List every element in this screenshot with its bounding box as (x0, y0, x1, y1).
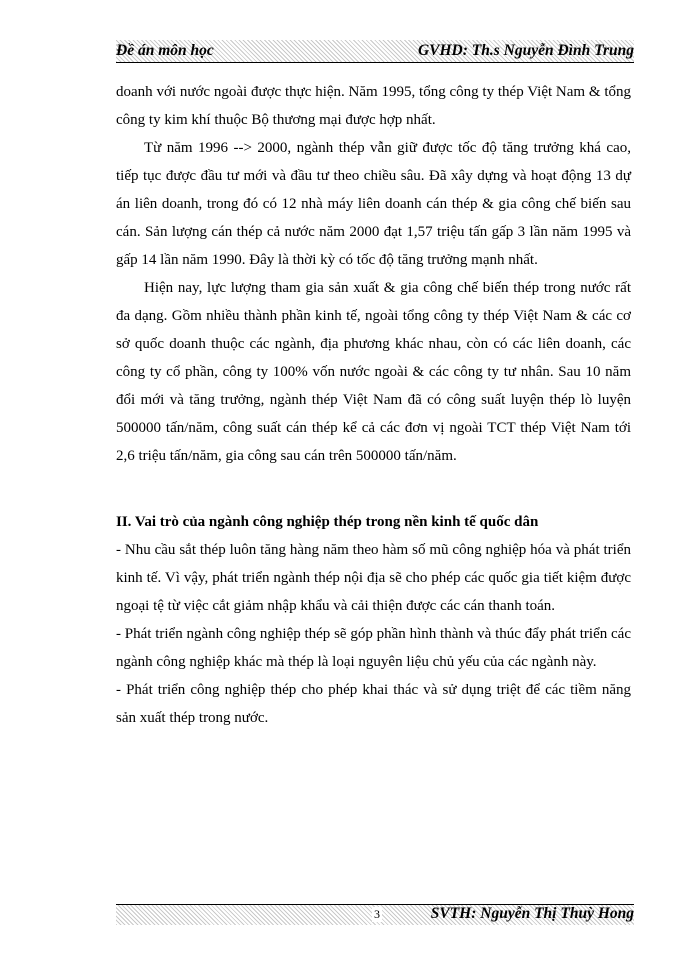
section-heading: II. Vai trò của ngành công nghiệp thép trong nền kinh tế quốc dân (116, 514, 539, 530)
header-supervisor: GVHD: Th.s Nguyễn Đình Trung (417, 42, 634, 59)
bullet-1: - Nhu cầu sắt thép luôn tăng hàng năm theo hàm số mũ công nghiệp hóa và phát triển kinh tế. Vì vậy, phát triển ngành thép nội địa sẽ cho phép các quốc gia tiết kiệm được ngoại tệ từ việc cắt giảm nhập khẩu và cải thiện được các cán thanh toán. (116, 542, 631, 614)
page-footer (116, 904, 634, 925)
document-body (116, 78, 631, 732)
bullet-2: - Phát triển ngành công nghiệp thép sẽ góp phần hình thành và thúc đẩy phát triển các ngành công nghiệp khác mà thép là loại nguyên liệu chủ yếu của các ngành này. (116, 626, 631, 670)
bullet-3: - Phát triển công nghiệp thép cho phép khai thác và sử dụng triệt để các tiềm năng sản xuất thép trong nước. (116, 682, 631, 726)
paragraph-3: Hiện nay, lực lượng tham gia sản xuất & gia công chế biến thép trong nước rất đa dạng. Gồm nhiều thành phần kinh tế, ngoài tổng công ty thép Việt Nam & các cơ sở quốc doanh thuộc các ngành, địa phương khác nhau, còn có các liên doanh, các công ty cổ phần, công ty 100% vốn nước ngoài & các công ty tư nhân. Sau 10 năm đổi mới và tăng trưởng, ngành thép Việt Nam đã có công suất luyện thép lò luyện 500000 tấn/năm, công suất cán thép kể cả các đơn vị ngoài TCT thép Việt Nam tới 2,6 triệu tấn/năm, gia công sau cán trên 500000 tấn/năm. (116, 280, 631, 464)
page-number: 3 (374, 907, 380, 921)
paragraph-1: doanh với nước ngoài được thực hiện. Năm 1995, tổng công ty thép Việt Nam & tổng công ty kim khí thuộc Bộ thương mại được hợp nhất. (116, 84, 631, 128)
footer-student: SVTH: Nguyễn Thị Thuỳ Hong (430, 905, 634, 922)
paragraph-2: Từ năm 1996 --> 2000, ngành thép vẫn giữ được tốc độ tăng trưởng khá cao, tiếp tục được đầu tư mới và đầu tư theo chiều sâu. Đã xây dựng và hoạt động 13 dự án liên doanh, trong đó có 12 nhà máy liên doanh cán thép & gia công chế biến sau cán. Sản lượng cán thép cả nước năm 2000 đạt 1,57 triệu tấn gấp 3 lần năm 1995 và gấp 14 lần năm 1990. Đây là thời kỳ có tốc độ tăng trưởng mạnh nhất. (116, 140, 631, 268)
page-header (116, 40, 634, 63)
header-course-title: Đề án môn học (116, 42, 214, 59)
